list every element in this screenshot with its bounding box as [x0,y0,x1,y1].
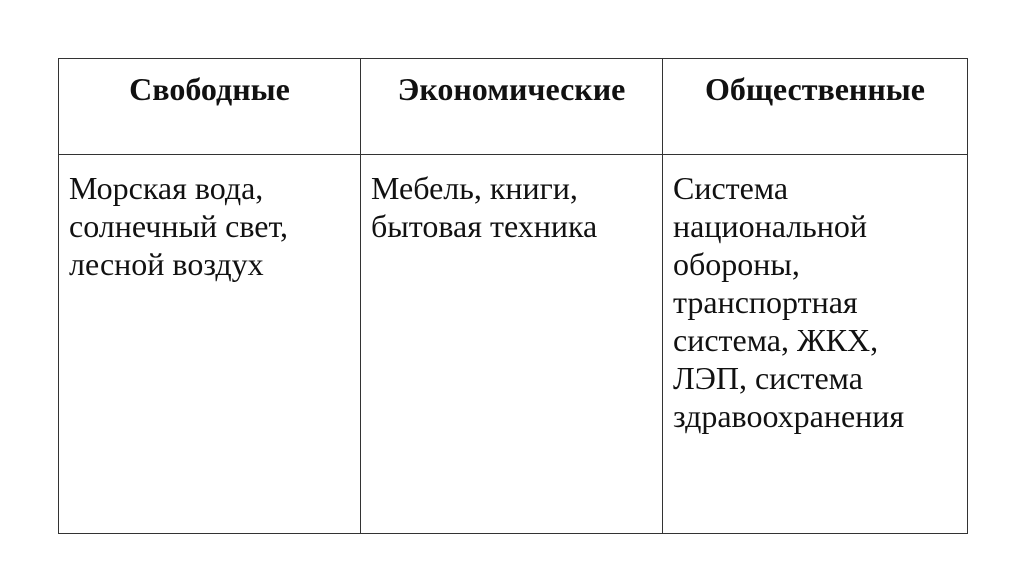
cell-economic-goods-examples [361,155,663,534]
cell-line: обороны, [673,246,800,282]
cell-line: национальной [673,208,867,244]
examples-row [59,155,968,534]
header-public-goods: Общественные [663,59,968,155]
cell-line: транспортная [673,284,858,320]
cell-public-goods-examples [663,155,968,534]
cell-line: солнечный свет, [69,208,289,244]
header-free-goods: Свободные [59,59,361,155]
header-row [59,59,968,155]
header-economic-goods: Экономические [361,59,663,155]
cell-line: Морская вода, [69,170,264,206]
cell-line: лесной воздух [69,246,264,282]
cell-line: ЛЭП, система [673,360,863,396]
cell-line: Мебель, книги, [371,170,578,206]
cell-line: бытовая техника [371,208,598,244]
cell-free-goods-examples [59,155,361,534]
cell-line: Система [673,170,789,206]
cell-line: система, ЖКХ, [673,322,879,358]
goods-classification-table [58,58,968,534]
cell-line: здравоохранения [673,398,905,434]
